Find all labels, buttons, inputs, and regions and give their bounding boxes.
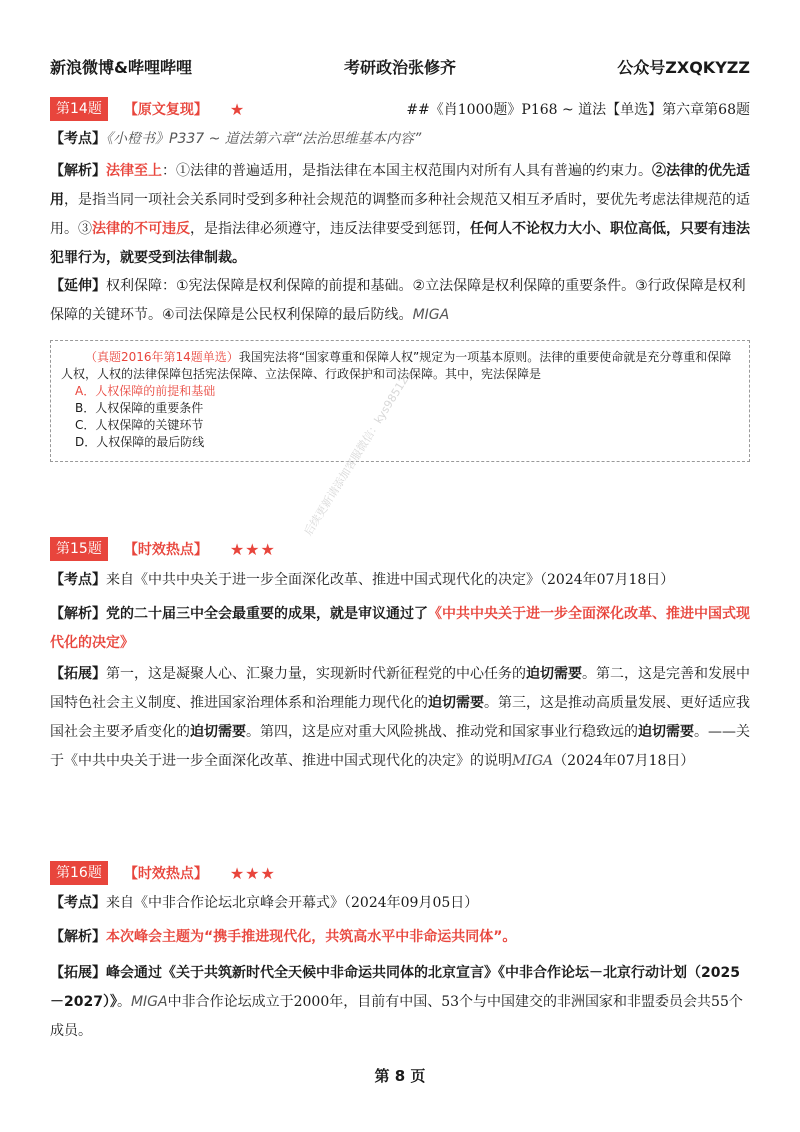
q15-badge: 第15题 xyxy=(50,537,108,561)
q14-jiexi-b3: 任何人不论权力大小、职位高低，只要有违法犯罪行为，就要受到法律制裁。 xyxy=(50,221,750,266)
q15-title-row xyxy=(50,538,276,560)
option-d: D．人权保障的最后防线 xyxy=(75,435,205,449)
watermark: 后续更新请添加客服微信：kys985121 xyxy=(301,368,415,538)
q15-jiexi-b: 党的二十届三中全会最重要的成果，就是审议通过了 xyxy=(106,606,428,622)
q15-tuozhan-t1: 第一，这是凝聚人心、汇聚力量，实现新时代新征程党的中心任务的 xyxy=(106,666,526,682)
q16-tuozhan-dot: 。 xyxy=(116,994,131,1010)
q15-tuozhan-t4: 。第四，这是应对重大风险挑战、推动党和国家事业行稳致远的 xyxy=(246,724,638,740)
q15-tuozhan xyxy=(50,660,750,776)
header-center: 考研政治张修齐 xyxy=(343,58,456,77)
q14-kaodian xyxy=(50,125,750,154)
q15-jiexi-label: 【解析】 xyxy=(50,606,106,622)
q16-jiexi xyxy=(50,923,750,952)
q14-jiexi xyxy=(50,157,750,273)
q15-tuozhan-b4: 迫切需要 xyxy=(638,724,694,740)
option-a: A．人权保障的前提和基础 xyxy=(75,384,216,398)
option-c: C．人权保障的关键环节 xyxy=(75,418,204,432)
exam-question-label: （真题2016年第14题单选） xyxy=(85,350,239,364)
q14-yanshen-label: 【延伸】 xyxy=(50,278,106,294)
q15-tuozhan-b2: 迫切需要 xyxy=(428,695,484,711)
q16-tuozhan xyxy=(50,959,750,1046)
q16-kaodian-label: 【考点】 xyxy=(50,895,106,911)
q14-yanshen-text: 权利保障：①宪法保障是权利保障的前提和基础。②立法保障是权利保障的重要条件。③行政保障是权利保障的关键环节。④司法保障是公民权利保障的最后防线。 xyxy=(50,278,746,323)
q14-yanshen xyxy=(50,272,750,330)
q15-tuozhan-t3: 。第三，这是推动高质量发展、更好适应我国社会主要矛盾变化的 xyxy=(50,695,750,740)
q16-jiexi-label: 【解析】 xyxy=(50,929,106,945)
q15-tuozhan-t2: 。第二，这是完善和发展中国特色社会主义制度、推进国家治理体系和治理能力现代化的 xyxy=(50,666,750,711)
q15-jiexi-red: 《中共中央关于进一步全面深化改革、推进中国式现代化的决定》 xyxy=(50,606,750,651)
q14-jiexi-b2: ②法律的优先适用 xyxy=(50,163,750,208)
q16-stars: ★★★ xyxy=(229,863,276,883)
q15-tuozhan-date: （2024年07月18日） xyxy=(553,753,695,769)
q16-kaodian xyxy=(50,889,750,918)
q14-jiexi-red1: 法律至上 xyxy=(106,163,162,179)
q14-jiexi-red3: 法律的不可违反 xyxy=(92,221,190,237)
q15-tuozhan-b1: 迫切需要 xyxy=(526,666,582,682)
exam-question-box xyxy=(50,340,750,462)
page-number: 第 8 页 xyxy=(374,1067,426,1085)
q16-tuozhan-miga: MIGA xyxy=(130,994,168,1010)
q14-kaodian-text: 《小橙书》P337 ~ 道法第六章“法治思维基本内容” xyxy=(106,131,422,147)
q14-stars: ★ xyxy=(229,99,246,119)
q14-jiexi-t2: ，是指当同一项社会关系同时受到多种社会规范的调整而多种社会规范又相互矛盾时，要优先考虑法律规范的适用。③ xyxy=(50,192,750,237)
option-b: B．人权保障的重要条件 xyxy=(75,401,204,415)
q14-yanshen-miga: MIGA xyxy=(412,307,450,323)
q15-kaodian xyxy=(50,566,750,595)
q15-jiexi xyxy=(50,600,750,658)
q14-jiexi-t1: ：①法律的普遍适用，是指法律在本国主权范围内对所有人具有普遍的约束力。 xyxy=(162,163,652,179)
q15-tuozhan-b3: 迫切需要 xyxy=(190,724,246,740)
q15-tag: 【时效热点】 xyxy=(123,542,208,558)
q14-kaodian-label: 【考点】 xyxy=(50,131,106,147)
header-right: 公众号ZXQKYZZ xyxy=(617,58,750,77)
exam-question-text: 我国宪法将“国家尊重和保障人权”规定为一项基本原则。法律的重要使命就是充分尊重和保障人权，人权的法律保障包括宪法保障、立法保障、行政保护和司法保障。其中，宪法保障是 xyxy=(61,350,732,381)
q16-tuozhan-label: 【拓展】 xyxy=(50,965,106,981)
q16-title-row xyxy=(50,862,276,884)
q16-kaodian-text: 来自《中非合作论坛北京峰会开幕式》（2024年09月05日） xyxy=(106,895,479,911)
q16-tuozhan-t: 中非合作论坛成立于2000年，目前有中国、53个与中国建交的非洲国家和非盟委员会共55个成员。 xyxy=(50,994,743,1039)
q16-jiexi-red: 本次峰会主题为“携手推进现代化，共筑高水平中非命运共同体”。 xyxy=(106,929,517,945)
q16-tag: 【时效热点】 xyxy=(123,866,208,882)
q15-tuozhan-miga: MIGA xyxy=(512,753,554,769)
q15-tuozhan-label: 【拓展】 xyxy=(50,666,106,682)
q14-jiexi-t3: ，是指法律必须遵守，违反法律要受到惩罚， xyxy=(190,221,470,237)
q15-tuozhan-t5: 。——关于《中共中央关于进一步全面深化改革、推进中国式现代化的决定》的说明 xyxy=(50,724,750,769)
q14-source: ##《肖1000题》P168 ~ 道法【单选】第六章第68题 xyxy=(406,102,750,118)
q16-badge: 第16题 xyxy=(50,861,108,885)
q14-jiexi-label: 【解析】 xyxy=(50,163,106,179)
q15-kaodian-text: 来自《中共中央关于进一步全面深化改革、推进中国式现代化的决定》（2024年07月18日） xyxy=(106,572,675,588)
q16-tuozhan-b: 峰会通过《关于共筑新时代全天候中非命运共同体的北京宣言》《中非合作论坛－北京行动计划（2025－2027）》 xyxy=(50,965,740,1010)
q14-tag: 【原文复现】 xyxy=(123,102,208,118)
header-left: 新浪微博&哔哩哔哩 xyxy=(50,58,192,77)
q15-stars: ★★★ xyxy=(229,539,276,559)
q14-title-row xyxy=(50,98,750,120)
q14-badge: 第14题 xyxy=(50,97,108,121)
q15-kaodian-label: 【考点】 xyxy=(50,572,106,588)
